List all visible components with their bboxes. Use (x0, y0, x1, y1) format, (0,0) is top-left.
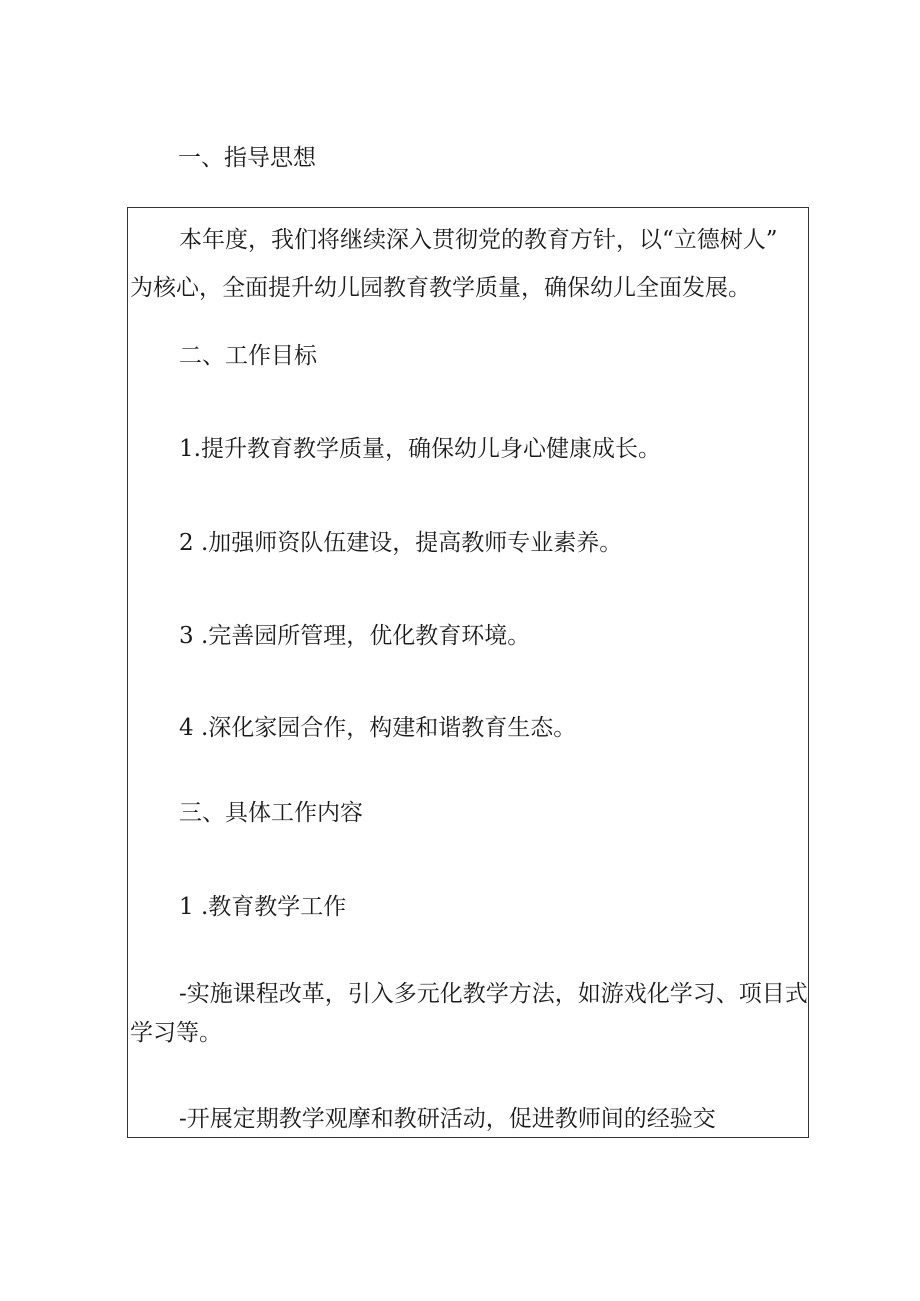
section-heading-guiding-ideology: 一、指导思想 (178, 145, 316, 171)
goal-item-3: 3 .完善园所管理，优化教育环境。 (179, 623, 531, 649)
content-box (127, 207, 809, 1138)
section-heading-work-content: 三、具体工作内容 (179, 800, 363, 826)
goal-item-2: 2 .加强师资队伍建设，提高教师专业素养。 (179, 530, 623, 556)
bullet-curriculum-line-2: 学习等。 (130, 1020, 222, 1046)
bullet-observation-line-1: -开展定期教学观摩和教研活动，促进教师间的经验交 (179, 1106, 716, 1132)
section-heading-work-goals: 二、工作目标 (179, 343, 317, 369)
bullet-curriculum-line-1: -实施课程改革，引入多元化教学方法，如游戏化学习、项目式 (179, 981, 808, 1007)
paragraph-intro-line-2: 为核心，全面提升幼儿园教育教学质量，确保幼儿全面发展。 (130, 275, 751, 301)
goal-item-4: 4 .深化家园合作，构建和谐教育生态。 (179, 715, 577, 741)
goal-item-1: 1.提升教育教学质量，确保幼儿身心健康成长。 (179, 436, 661, 462)
paragraph-intro-line-1: 本年度，我们将继续深入贯彻党的教育方针，以“立德树人” (179, 227, 778, 253)
subsection-heading-teaching: 1 .教育教学工作 (179, 894, 347, 920)
